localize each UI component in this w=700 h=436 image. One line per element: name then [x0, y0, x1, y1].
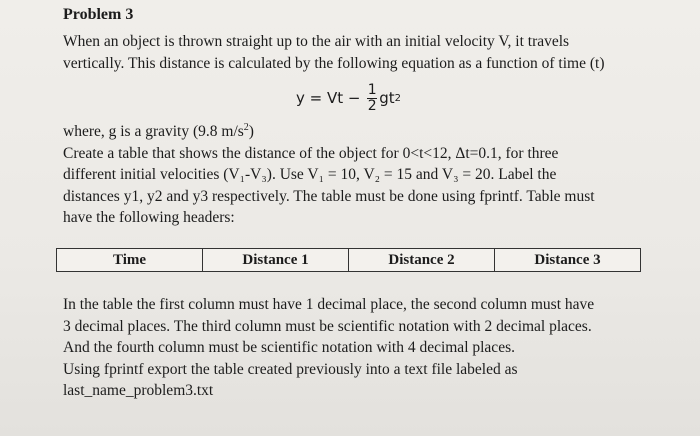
fraction-numerator: 1: [367, 81, 377, 98]
task-line: Create a table that shows the distance of the object for 0<t<12, Δt=0.1, for three: [63, 144, 559, 162]
intro-line: When an object is thrown straight up to the air with an initial velocity V, it travels: [63, 33, 570, 50]
instruction-line: Using fprintf export the table created previously into a text file labeled as: [63, 360, 518, 378]
task-line: have the following headers:: [63, 209, 235, 226]
equation-rhs: gt: [379, 89, 395, 107]
task-paragraph: [63, 117, 663, 229]
instruction-line: And the fourth column must be scientific notation with 4 decimal places.: [63, 339, 515, 356]
task-line: distances y1, y2 and y3 respectively. The table must be done using fprintf. Table must: [63, 187, 595, 205]
intro-paragraph: [63, 31, 663, 74]
instruction-line: 3 decimal places. The third column must be scientific notation with 2 decimal places.: [63, 317, 592, 335]
output-filename: last_name_problem3.txt: [63, 382, 214, 399]
problem-title: Problem 3: [63, 6, 134, 23]
table-header-distance-2: Distance 2: [349, 249, 495, 271]
equation-fraction: [367, 83, 377, 114]
gravity-close: ): [248, 123, 254, 140]
gravity-note: where, g is a gravity (9.8 m/s: [63, 123, 244, 140]
instructions-paragraph: [63, 294, 663, 402]
equation-lhs: y = Vt −: [296, 89, 366, 107]
task-line: different initial velocities (V₁-V₃). Use V₁ = 10, V₂ = 15 and V₃ = 20. Label the: [63, 166, 557, 183]
intro-line: vertically. This distance is calculated by the following equation as a function of time (t): [63, 54, 605, 72]
instruction-line: In the table the first column must have 1 decimal place, the second column must have: [63, 296, 595, 313]
header-table: [56, 248, 641, 272]
fraction-denominator: 2: [367, 97, 377, 114]
table-header-time: Time: [57, 249, 203, 271]
table-header-distance-3: Distance 3: [534, 251, 601, 268]
distance-equation: [296, 78, 401, 118]
gravity-exponent: 2: [243, 122, 249, 133]
table-header-distance-1: Distance 1: [203, 249, 349, 271]
equation-exponent: 2: [394, 92, 402, 104]
